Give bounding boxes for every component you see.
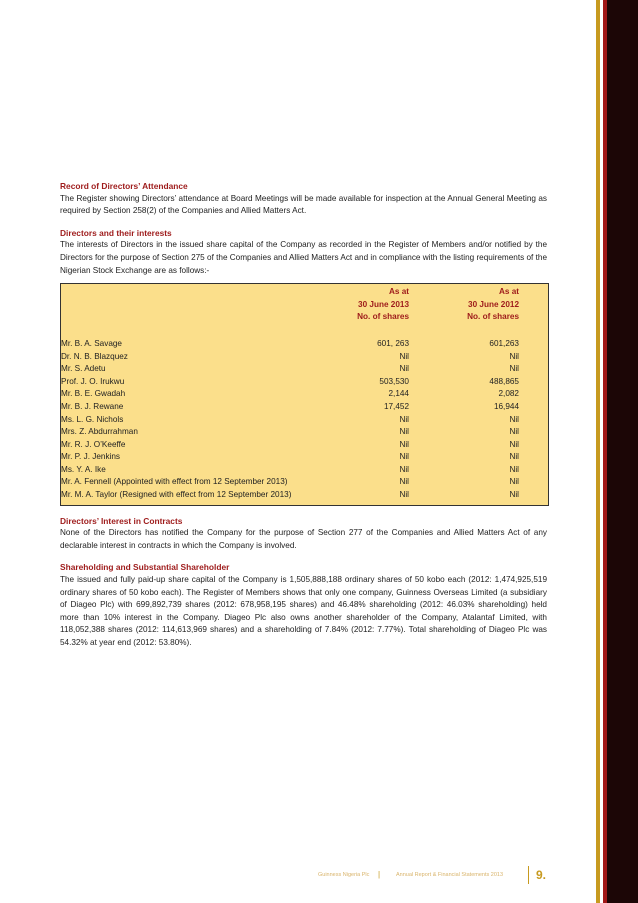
footer-report-title: Annual Report & Financial Statements 2013: [396, 872, 504, 878]
footer-company: Guinness Nigeria Plc: [318, 872, 370, 878]
interests-heading: Directors and their interests: [60, 227, 172, 238]
table-row: [61, 451, 548, 464]
director-name: Mr. S. Adetu: [61, 364, 106, 374]
shares-2013: Nil: [399, 477, 409, 487]
shares-2012: Nil: [509, 477, 519, 487]
director-name: Mr. P. J. Jenkins: [61, 452, 121, 462]
table-row: [61, 489, 548, 502]
shares-2012: 2,082: [498, 389, 519, 399]
director-name: Mr. B. E. Gwadah: [61, 389, 126, 399]
table-row: [61, 338, 548, 351]
shares-2013: Nil: [399, 364, 409, 374]
attendance-text: The Register showing Directors’ attendance at Board Meetings will be made available for inspection at the Annual General Meeting as required by Section 258(2) of the Companies and Allied Matters Act.: [60, 193, 547, 216]
shares-2012: Nil: [509, 364, 519, 374]
table-row: [61, 351, 548, 364]
side-decoration-stripes: [596, 0, 638, 903]
shares-2012: Nil: [509, 427, 519, 437]
shares-2012: Nil: [509, 414, 519, 424]
director-name: Mr. R. J. O’Keeffe: [61, 439, 126, 449]
attendance-heading: Record of Directors’ Attendance: [60, 181, 188, 191]
column-header-2013: As at 30 June 2013 No. of shares: [357, 287, 409, 322]
shares-2013: Nil: [399, 452, 409, 462]
director-name: Mrs. Z. Abdurrahman: [61, 427, 138, 437]
page-number: 9.: [536, 868, 547, 882]
shares-2013: 601, 263: [377, 338, 409, 348]
directors-interests-table: [60, 283, 549, 506]
shares-2012: Nil: [509, 464, 519, 474]
page-content: [60, 180, 547, 650]
shares-2013: Nil: [399, 490, 409, 500]
shares-2012: Nil: [509, 351, 519, 361]
shares-2012: Nil: [509, 452, 519, 462]
shares-2012: 601,263: [489, 338, 519, 348]
shares-2012: Nil: [509, 439, 519, 449]
contracts-heading: Directors’ Interest in Contracts: [60, 515, 183, 526]
footer-separator: |: [378, 870, 381, 879]
interests-text: The interests of Directors in the issued share capital of the Company as recorded in the Register of Members and/or notified by the Directors for the purpose of Section 275 of the Companies and Allied Matters Act and in compliance with the listing requirements of the Nigerian Stock Exchange are as follows:-: [60, 240, 547, 275]
shareholding-heading: Shareholding and Substantial Shareholder: [60, 562, 230, 573]
director-name: Mr. B. J. Rewane: [61, 401, 124, 411]
footer-divider: [528, 866, 529, 884]
column-header-2012: As at 30 June 2012 No. of shares: [467, 287, 519, 322]
shares-2013: Nil: [399, 439, 409, 449]
director-name: Mr. B. A. Savage: [61, 338, 122, 348]
table-row: [61, 363, 548, 376]
contracts-text: None of the Directors has notified the Company for the purpose of Section 277 of the Companies and Allied Matters Act of any declarable interest in contracts in which the Company is involved.: [60, 528, 547, 550]
table-row: [61, 464, 548, 477]
shares-2013: Nil: [399, 351, 409, 361]
page-footer: [300, 868, 576, 884]
table-row: [61, 376, 548, 389]
shares-2013: Nil: [399, 427, 409, 437]
director-name: Dr. N. B. Blazquez: [61, 351, 128, 361]
table-row: [61, 414, 548, 427]
shares-2012: 16,944: [493, 401, 519, 411]
shares-2012: Nil: [509, 490, 519, 500]
table-row: [61, 426, 548, 439]
director-name: Prof. J. O. Irukwu: [61, 376, 125, 386]
shares-2013: Nil: [399, 414, 409, 424]
shares-2013: 17,452: [383, 401, 409, 411]
shares-2013: 503,530: [379, 376, 409, 386]
table-header: [61, 286, 548, 338]
table-row: [61, 439, 548, 452]
director-name: Mr. A. Fennell (Appointed with effect from 12 September 2013): [61, 477, 288, 487]
table-row: [61, 401, 548, 414]
director-name: Ms. L. G. Nichols: [61, 414, 124, 424]
dark-stripe: [607, 0, 638, 903]
shares-2012: 488,865: [489, 376, 519, 386]
director-name: Ms. Y. A. Ike: [61, 464, 106, 474]
table-row: [61, 476, 548, 489]
director-name: Mr. M. A. Taylor (Resigned with effect from 12 September 2013): [61, 490, 292, 500]
shares-2013: Nil: [399, 464, 409, 474]
shares-2013: 2,144: [388, 389, 409, 399]
table-body: [61, 338, 548, 502]
shareholding-text: The issued and fully paid-up share capital of the Company is 1,505,888,188 ordinary shares of 50 kobo each (2012: 1,474,925,519 ordinary shares of 50 kobo each). The Register of Members shows that only one company, Guinness Overseas Limited (a subsidiary of Diageo Plc) with 699,892,739 shares (2012: 678,958,195 shares) and 46.48% shareholding (2012: 46.03% shareholding) held more than 10% interest in the Company. Diageo Plc also owns another shareholder of the Company, Atalantaf Limited, with 118,052,388 shares (2012: 114,613,969 shares) and a shareholding of 7.84% (2012: 7.77%). Total shareholding of Diageo Plc was 54.32% at year end (2012: 53.80%).: [60, 575, 547, 647]
table-row: [61, 388, 548, 401]
